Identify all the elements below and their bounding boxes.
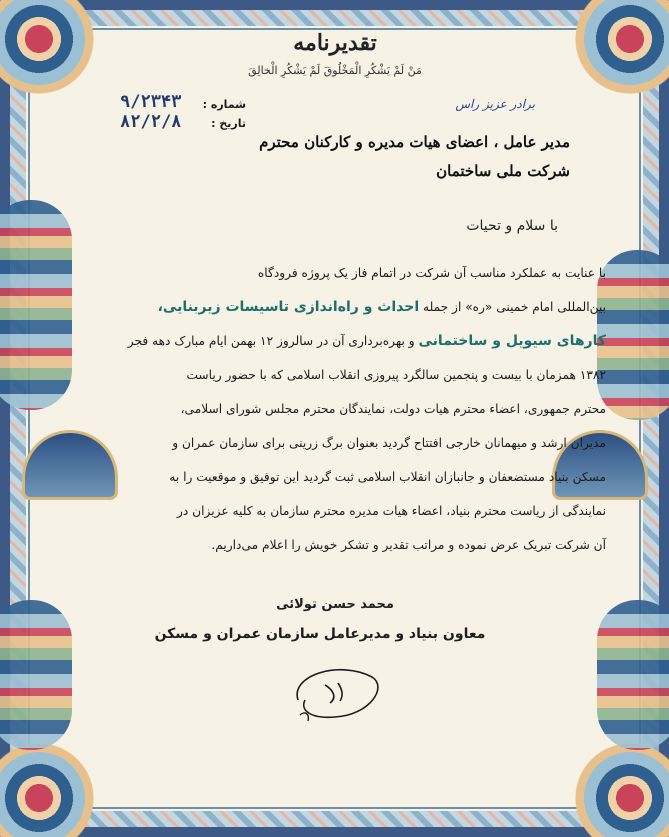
certificate-body [58,256,606,562]
body-line-8: نمایندگی از ریاست محترم بنیاد، اعضاء هیات مدیره محترم سازمان به کلیه عزیزان در [176,504,606,518]
handwritten-note: برادر عزیز راس [455,97,535,111]
signature-mark [280,655,390,725]
body-line-7: مسکن بنیاد مستضعفان و جانبازان انقلاب اسلامی ثبت گردید این توفیق و موقعیت را به [169,470,606,484]
body-line-5: محترم جمهوری، اعضاء محترم هیات دولت، نمایندگان محترم مجلس شورای اسلامی، [180,402,606,416]
signatory-title: معاون بنیاد و مدیرعامل سازمان عمران و مسکن [154,626,486,642]
recipient-line-2: شرکت ملی ساختمان [436,162,570,180]
body-line-3: کارهای سیویل و ساختمانی و بهره‌برداری آن در سالروز ۱۲ بهمن ایام مبارک دهه فجر [127,333,606,349]
right-side-ornament [597,250,669,420]
left-lower-ornament [0,600,72,750]
certificate-title: تقدیرنامه [293,30,377,56]
frame-band-top [10,10,659,26]
body-line-1: با عنایت به عملکرد مناسب آن شرکت در اتمام فاز یک پروژه فرودگاه [257,266,606,280]
frame-band-bottom [10,811,659,827]
hadith-subtitle: مَنْ لَمْ یَشْکُرِ الْمَخْلُوقَ لَمْ یَشْکُرِ الْخالِقَ [248,64,422,77]
greeting: با سلام و تحیات [466,218,558,234]
body-line-4: ۱۳۸۲ همزمان با بیست و پنجمین سالگرد پیروزی انقلاب اسلامی که با حضور ریاست [186,368,606,382]
body-line-2: بین‌المللی امام خمینی «ره» از جمله احداث و راه‌اندازی تاسیسات زیربنایی، [157,299,606,315]
signatory-name: محمد حسن تولائی [276,597,394,612]
number-label: شماره : [202,98,246,111]
number-value: ۹/۲۳۴۳ [120,92,182,112]
body-line-6: مدیران ارشد و میهمانان خارجی افتتاح گردید بعنوان برگ زرینی برای سازمان عمران و [172,436,606,450]
right-lower-ornament [597,600,669,750]
body-highlight-2: کارهای سیویل و ساختمانی [418,333,606,349]
date-value: ۸۲/۲/۸ [120,112,182,132]
date-label: تاریخ : [211,117,246,130]
body-highlight-1: احداث و راه‌اندازی تاسیسات زیربنایی، [157,299,420,315]
recipient-line-1: مدیر عامل ، اعضای هیات مدیره و کارکنان محترم [259,133,570,151]
body-line-9: آن شرکت تبریک عرض نموده و مراتب تقدیر و تشکر خویش را اعلام می‌داریم. [211,538,606,552]
